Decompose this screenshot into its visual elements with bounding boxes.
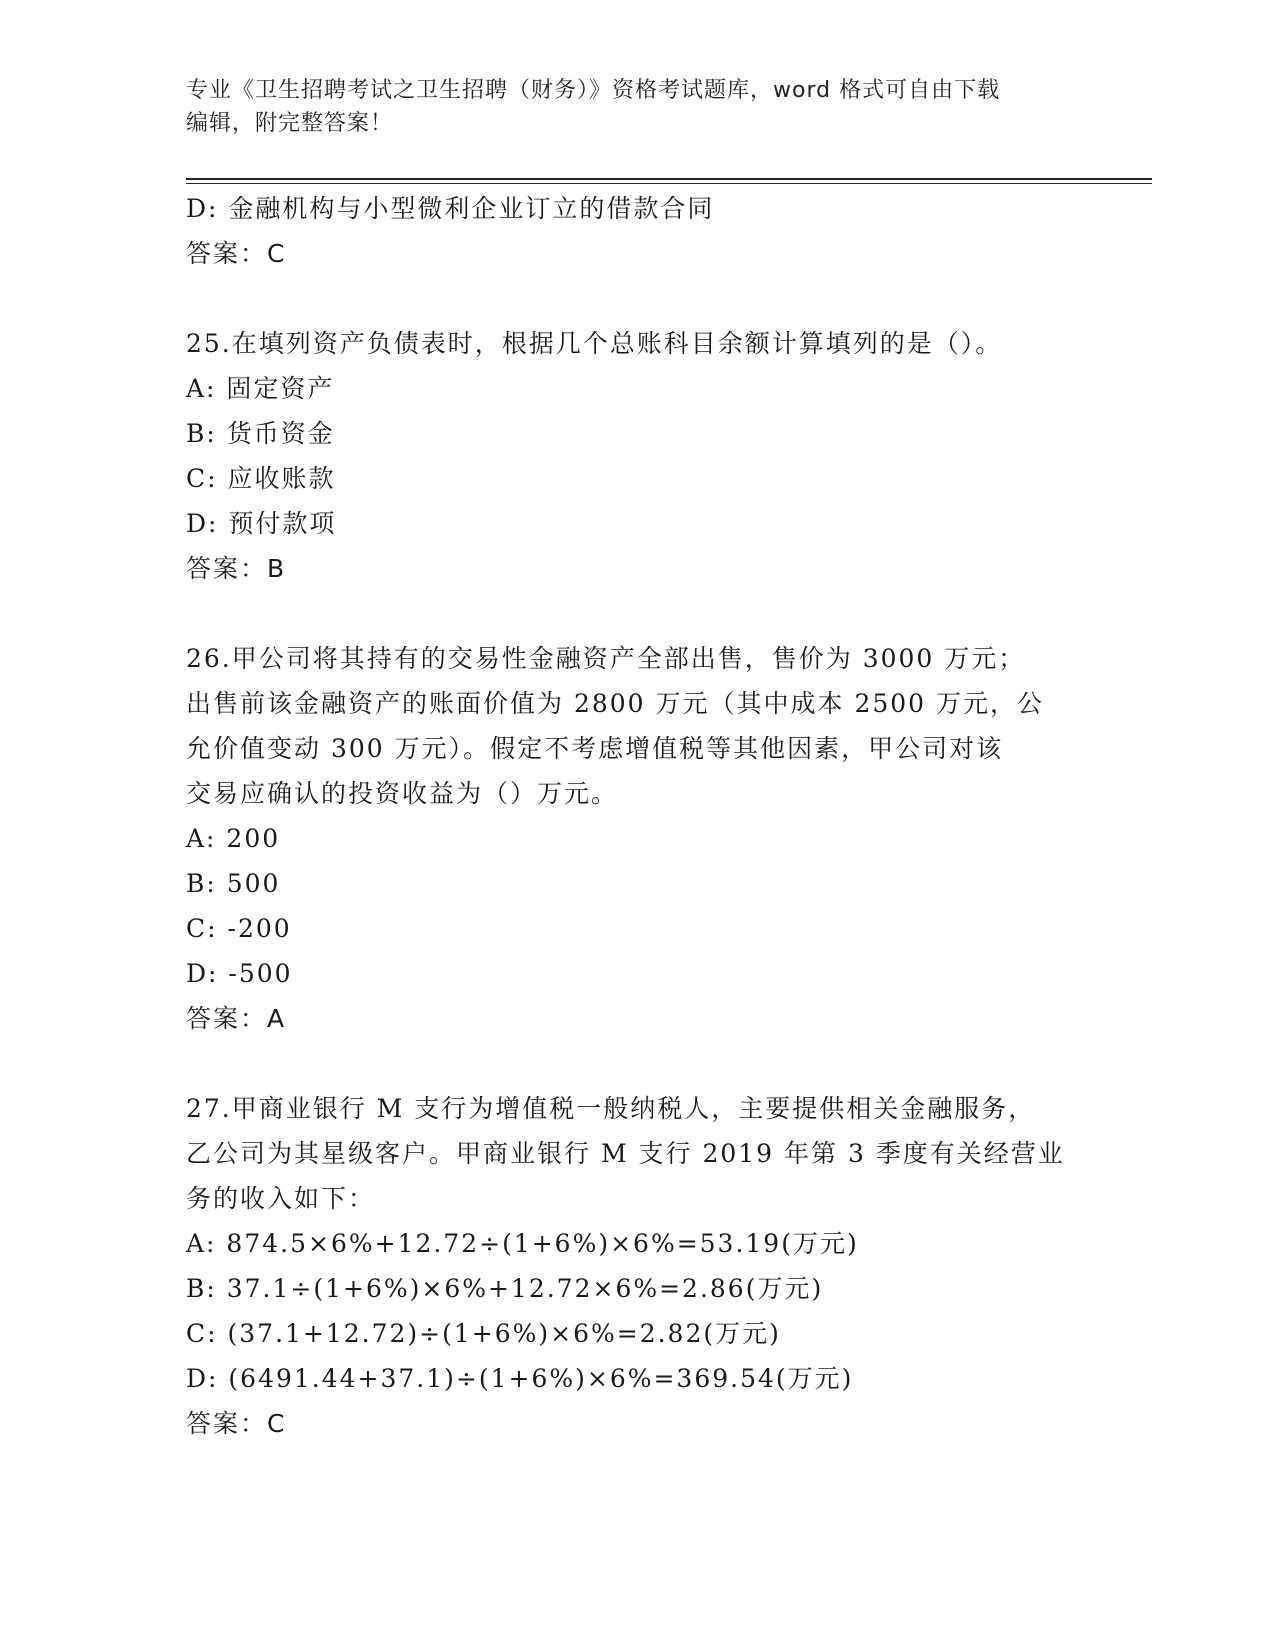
question-25 (186, 321, 1086, 591)
spacer (186, 591, 1086, 636)
question-stem: 25.在填列资产负债表时，根据几个总账科目余额计算填列的是（）。 (186, 329, 1003, 358)
question-stem-line-3: 允价值变动 300 万元）。假定不考虑增值税等其他因素，甲公司对该 (186, 734, 1004, 763)
question-stem-line-4: 交易应确认的投资收益为（）万元。 (186, 779, 619, 808)
option-d: D: -500 (186, 959, 293, 988)
document-header (186, 74, 1066, 140)
answer-label: 答案：C (186, 1409, 287, 1438)
header-divider-thick (186, 178, 1152, 180)
option-c: C: (37.1+12.72)÷(1+6%)×6%=2.82(万元) (186, 1319, 781, 1348)
question-stem-line-1: 26.甲公司将其持有的交易性金融资产全部出售，售价为 3000 万元； (186, 644, 1026, 673)
answer-label: 答案：A (186, 1004, 287, 1033)
question-26 (186, 636, 1086, 1041)
question-stem-line-1: 27.甲商业银行 M 支行为增值税一般纳税人，主要提供相关金融服务， (186, 1094, 1036, 1123)
option-d: D: 预付款项 (186, 509, 337, 538)
answer-label: 答案：B (186, 554, 287, 583)
question-stem-line-2: 出售前该金融资产的账面价值为 2800 万元（其中成本 2500 万元，公 (186, 689, 1045, 718)
option-b: B: 货币资金 (186, 419, 335, 448)
option-c: C: 应收账款 (186, 464, 336, 493)
header-divider-thin (186, 183, 1152, 184)
header-line-2: 编辑，附完整答案！ (186, 111, 394, 136)
question-27 (186, 1086, 1086, 1446)
option-b: B: 37.1÷(1+6%)×6%+12.72×6%=2.86(万元) (186, 1274, 824, 1303)
question-list (186, 186, 1086, 1446)
option-d: D: (6491.44+37.1)÷(1+6%)×6%=369.54(万元) (186, 1364, 854, 1393)
spacer (186, 1041, 1086, 1086)
question-stem-line-3: 务的收入如下： (186, 1184, 376, 1213)
option-c: C: -200 (186, 914, 292, 943)
header-line-1: 专业《卫生招聘考试之卫生招聘（财务）》资格考试题库，word 格式可自由下载 (186, 78, 1001, 103)
option-a: A: 200 (186, 824, 281, 853)
option-a: A: 874.5×6%+12.72÷(1+6%)×6%=53.19(万元) (186, 1229, 859, 1258)
option-d: D: 金融机构与小型微利企业订立的借款合同 (186, 194, 715, 223)
question-stem-line-2: 乙公司为其星级客户。甲商业银行 M 支行 2019 年第 3 季度有关经营业 (186, 1139, 1065, 1168)
question-24-tail (186, 186, 1086, 276)
answer-label: 答案：C (186, 239, 287, 268)
option-b: B: 500 (186, 869, 281, 898)
option-a: A: 固定资产 (186, 374, 335, 403)
spacer (186, 276, 1086, 321)
